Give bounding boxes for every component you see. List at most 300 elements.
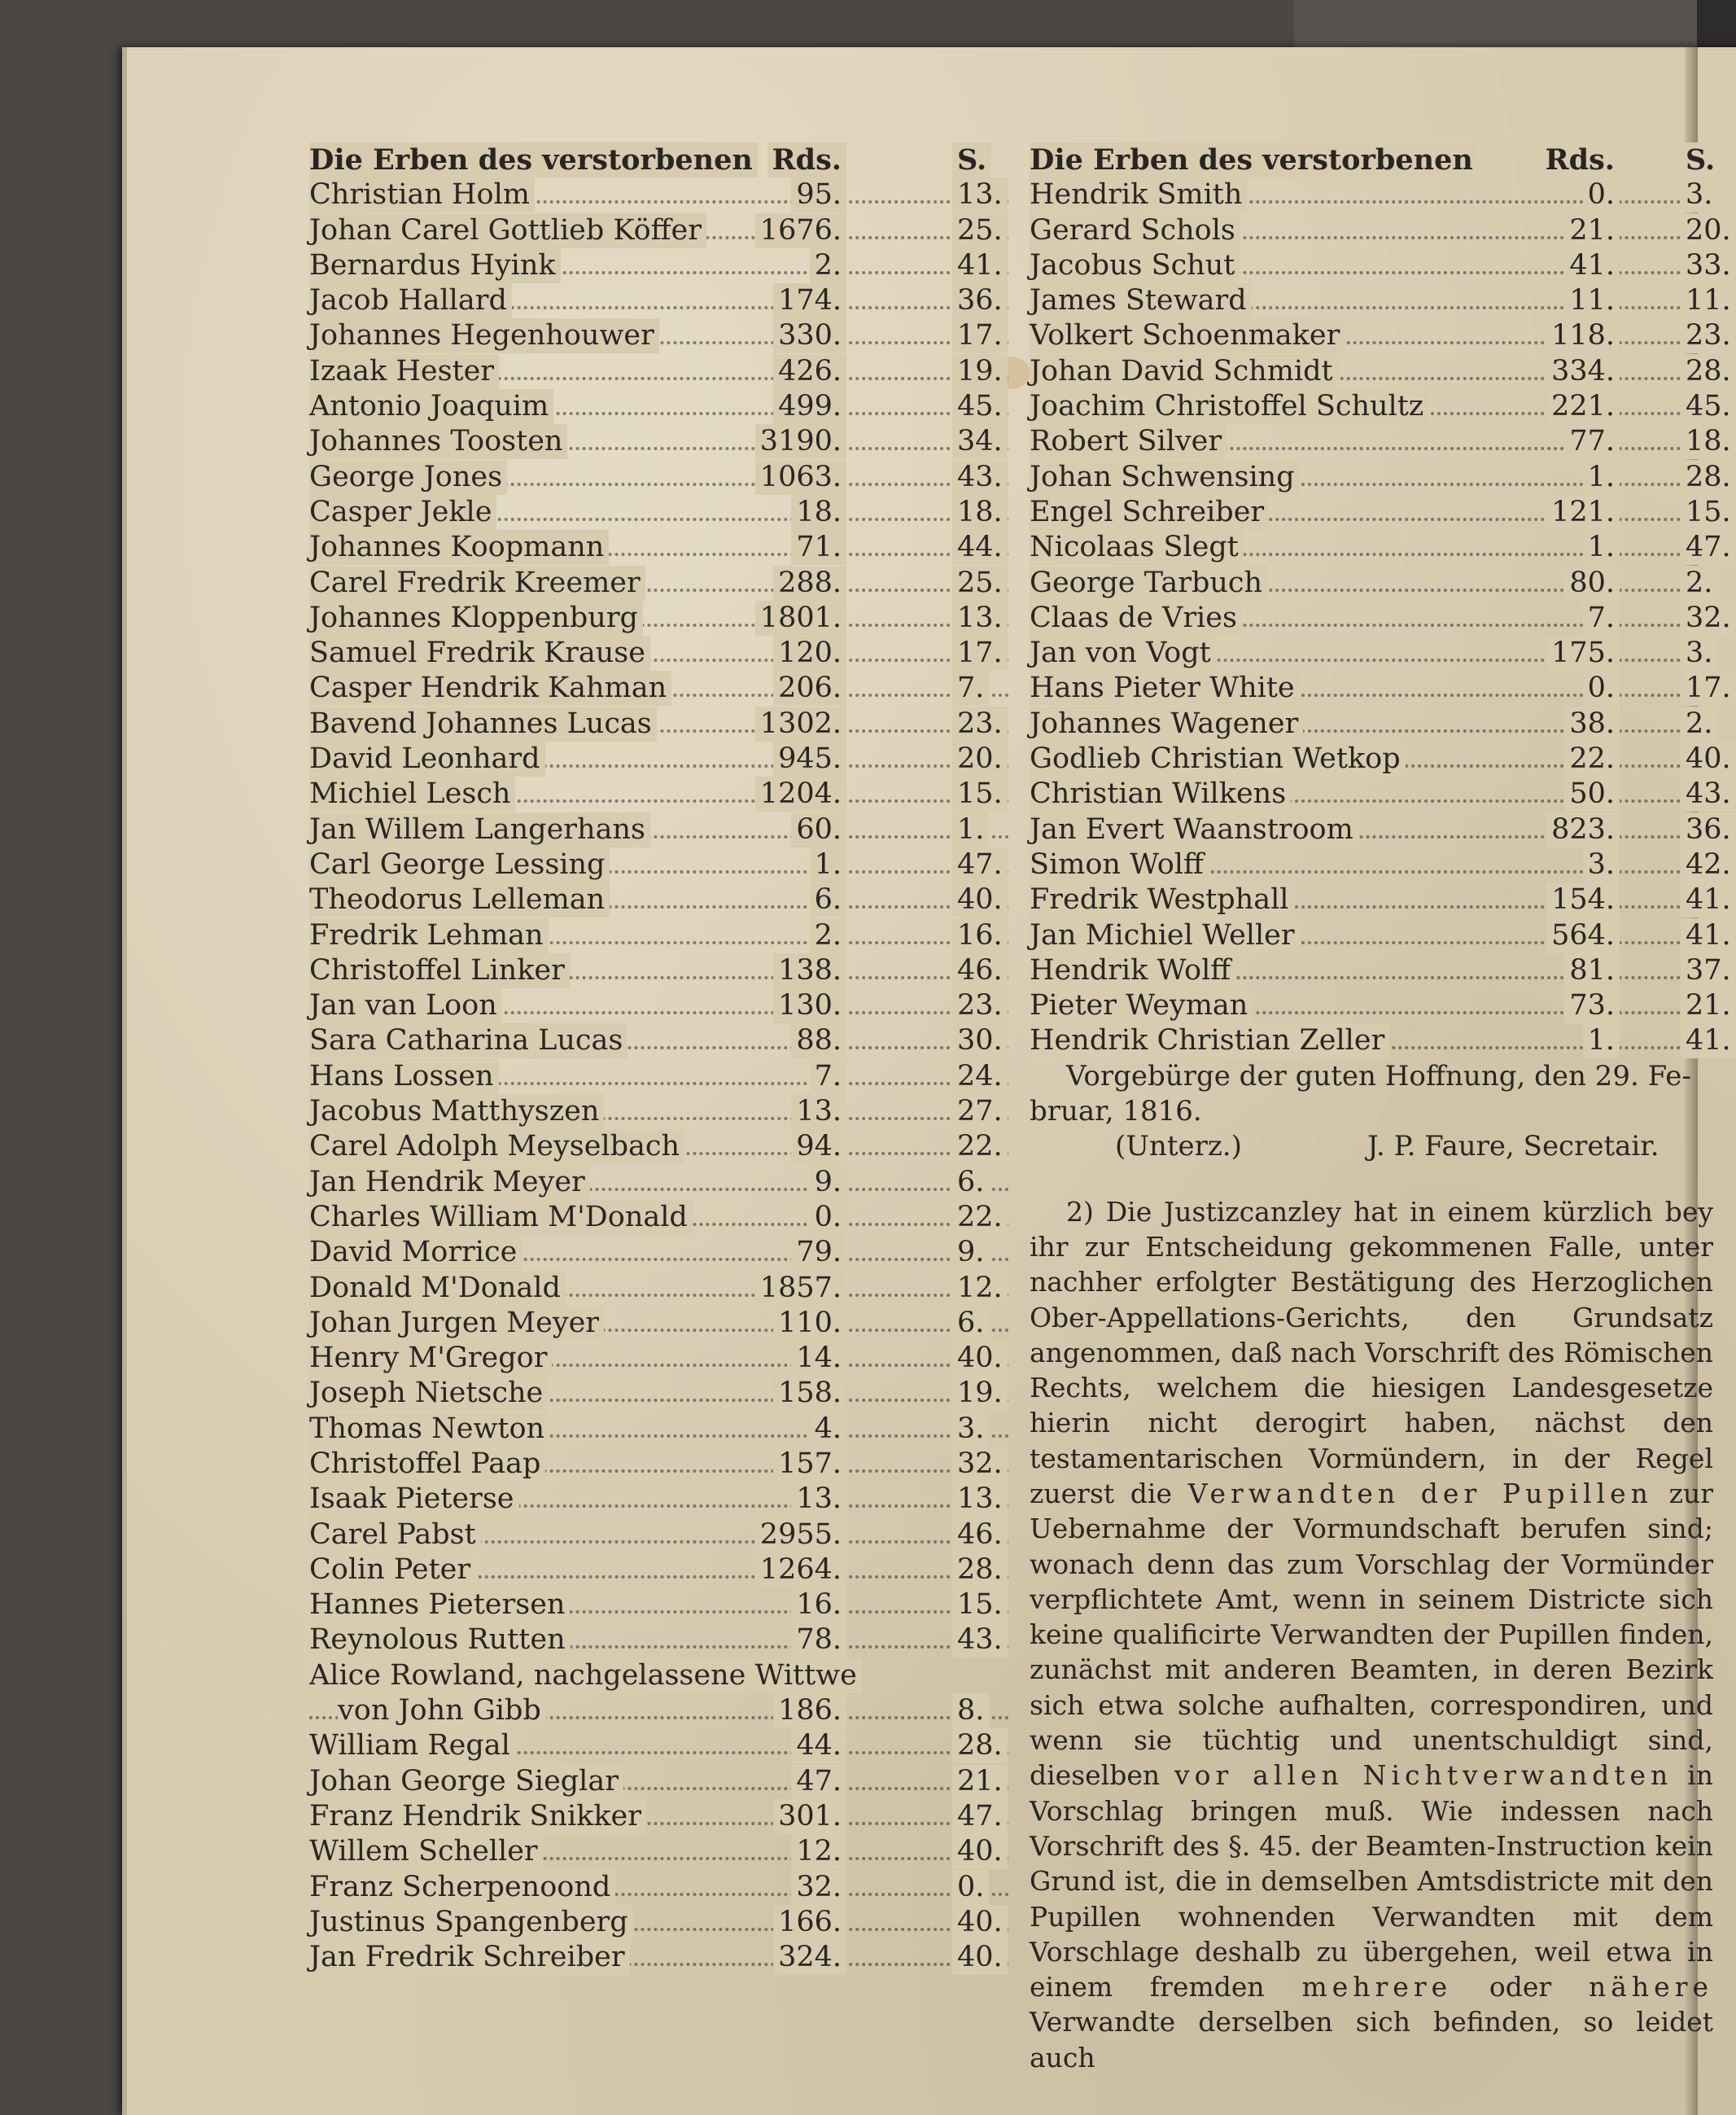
- entry-s: 32.: [1681, 601, 1736, 636]
- entry-name: David Morrice: [309, 1235, 522, 1270]
- entry-rds: 221.: [1546, 389, 1620, 424]
- table-row: [309, 1693, 1009, 1728]
- entry-rds: 110.: [773, 1306, 846, 1341]
- entry-name: Johannes Wagener: [1030, 707, 1303, 742]
- entry-rds: 13.: [791, 1482, 846, 1517]
- entry-rds: 186.: [773, 1693, 846, 1728]
- entry-name: Hans Pieter White: [1030, 671, 1300, 706]
- table-row: [309, 424, 1009, 459]
- table-row: [1030, 671, 1731, 706]
- note-text: Verwandte derselben sich befinden, so leidet auch: [1030, 2006, 1713, 2073]
- table-row: [309, 988, 1009, 1023]
- entry-s: 6.: [952, 1306, 989, 1341]
- signature-label: (Unterz.): [1115, 1130, 1242, 1163]
- entry-rds: 79.: [791, 1235, 846, 1270]
- entry-s: 43.: [952, 1622, 1008, 1657]
- entry-name: Izaak Hester: [309, 354, 499, 389]
- entry-rds: 1204.: [755, 777, 846, 812]
- entry-name: Franz Hendrik Snikker: [309, 1799, 646, 1834]
- entry-rds: 0.: [1583, 177, 1620, 212]
- entry-name: Engel Schreiber: [1030, 495, 1269, 530]
- entry-name: Hans Lossen: [309, 1059, 499, 1094]
- entry-name: Simon Wolff: [1030, 847, 1209, 882]
- table-row: [309, 953, 1009, 988]
- entry-name: Thomas Newton: [309, 1412, 549, 1447]
- table-row: [1030, 988, 1731, 1023]
- entry-s: 42.: [1681, 847, 1736, 882]
- entry-rds: 499.: [773, 389, 846, 424]
- entry-name: Henry M'Gregor: [309, 1341, 552, 1376]
- entry-s: 2.: [1681, 707, 1717, 742]
- table-row: [309, 213, 1009, 248]
- entry-rds: 823.: [1546, 812, 1620, 847]
- entry-s: 22.: [952, 1200, 1008, 1235]
- entry-name: Volkert Schoenmaker: [1030, 318, 1345, 353]
- note-emphasis: Verwandten der Pupillen: [1187, 1477, 1653, 1509]
- entry-s: 43.: [952, 460, 1008, 495]
- table-row: [309, 1905, 1009, 1940]
- entry-rds: 3.: [1583, 847, 1620, 882]
- table-row: [309, 1764, 1009, 1799]
- entry-rds: 154.: [1546, 882, 1620, 917]
- entry-rds: 1264.: [755, 1552, 846, 1587]
- table-row: [309, 1482, 1009, 1517]
- entry-name: Christoffel Paap: [309, 1447, 545, 1482]
- entry-s: 41.: [952, 248, 1008, 283]
- entry-rds: 120.: [773, 636, 846, 671]
- table-row: [309, 882, 1009, 917]
- entry-s: 41.: [1681, 918, 1736, 953]
- entry-name: Claas de Vries: [1030, 601, 1242, 636]
- table-row: [309, 1376, 1009, 1411]
- entry-rds: 166.: [773, 1905, 846, 1940]
- entry-rds: 0.: [810, 1200, 846, 1235]
- table-row: [309, 812, 1009, 847]
- table-row: [1030, 812, 1731, 847]
- entry-s: 40.: [952, 882, 1008, 917]
- entry-rds: 1.: [1583, 530, 1620, 565]
- table-row: [1030, 213, 1731, 248]
- entry-s: 47.: [952, 1799, 1008, 1834]
- entry-name: George Jones: [309, 460, 507, 495]
- entry-name: Johan David Schmidt: [1030, 354, 1338, 389]
- table-row: [309, 1094, 1009, 1129]
- header-rds: Rds.: [1541, 142, 1620, 177]
- entry-name: Franz Scherpenoond: [309, 1870, 615, 1905]
- entry-rds: 9.: [810, 1165, 846, 1200]
- entry-rds: 121.: [1546, 495, 1620, 530]
- table-row: [309, 1235, 1009, 1270]
- entry-s: 40.: [952, 1834, 1008, 1869]
- table-row: [309, 1799, 1009, 1834]
- entry-s: 22.: [952, 1129, 1008, 1164]
- table-row: [1030, 636, 1713, 671]
- left-entry-list: [309, 177, 1009, 1657]
- entry-name: Jan Evert Waanstroom: [1030, 812, 1358, 847]
- entry-name: Fredrik Westphall: [1030, 882, 1293, 917]
- entry-name: Carel Adolph Meyselbach: [309, 1129, 684, 1164]
- entry-name: Jan Hendrik Meyer: [309, 1165, 590, 1200]
- entry-s: 34.: [952, 424, 1008, 459]
- entry-name: David Leonhard: [309, 742, 545, 777]
- table-row: [309, 1940, 1009, 1975]
- entry-rds: 22.: [1564, 742, 1620, 777]
- entry-s: 40.: [952, 1905, 1008, 1940]
- entry-name: Jan Willem Langerhans: [309, 812, 650, 847]
- table-row: [1030, 707, 1713, 742]
- entry-name: Hendrik Smith: [1030, 177, 1247, 212]
- table-row: [309, 389, 1009, 424]
- table-row: [309, 1517, 1009, 1552]
- entry-name: Reynolous Rutten: [309, 1622, 571, 1657]
- table-row: [1030, 777, 1731, 812]
- signature-line: [1030, 1129, 1713, 1164]
- entry-name: von John Gibb: [338, 1693, 546, 1728]
- entry-rds: 130.: [773, 988, 846, 1023]
- entry-s: 23.: [952, 988, 1008, 1023]
- header-rds: Rds.: [767, 142, 846, 177]
- table-row: [309, 1200, 1009, 1235]
- table-row: [309, 671, 1009, 706]
- right-column: [1030, 142, 1731, 2075]
- entry-s: 17.: [952, 636, 1008, 671]
- entry-rds: 81.: [1564, 953, 1620, 988]
- table-row: [309, 566, 1009, 601]
- entry-s: 40.: [952, 1940, 1008, 1975]
- entry-name: Theodorus Lelleman: [309, 882, 610, 917]
- entry-s: 19.: [952, 1376, 1008, 1411]
- entry-s: 47.: [952, 847, 1008, 882]
- entry-s: 33.: [1681, 248, 1736, 283]
- entry-name: Johannes Hegenhouwer: [309, 318, 659, 353]
- table-row: [1030, 882, 1731, 917]
- entry-rds: 564.: [1546, 918, 1620, 953]
- entry-s: 24.: [952, 1059, 1008, 1094]
- entry-name: Sara Catharina Lucas: [309, 1023, 627, 1058]
- closing-date: bruar, 1816.: [1030, 1095, 1202, 1128]
- entry-s: 18.: [1681, 424, 1736, 459]
- note-emphasis: vor allen Nichtverwandten: [1174, 1759, 1673, 1792]
- entry-name: Johannes Koopmann: [309, 530, 609, 565]
- table-row: [309, 1306, 1009, 1341]
- entry-s: 12.: [952, 1271, 1008, 1306]
- table-row: [1030, 389, 1731, 424]
- table-header: [309, 142, 1009, 177]
- entry-s: 6.: [952, 1165, 989, 1200]
- entry-s: 0.: [952, 1870, 989, 1905]
- entry-rds: 1857.: [755, 1271, 846, 1306]
- entry-s: 46.: [952, 1517, 1008, 1552]
- signer-name: J. P. Faure, Secretair.: [1367, 1130, 1659, 1163]
- entry-s: 15.: [1681, 495, 1736, 530]
- entry-rds: 47.: [791, 1764, 846, 1799]
- entry-rds: 50.: [1564, 777, 1620, 812]
- entry-rds: 13.: [791, 1094, 846, 1129]
- entry-rds: 2.: [810, 248, 846, 283]
- table-row: [309, 742, 1009, 777]
- entry-s: 28.: [952, 1552, 1008, 1587]
- table-row: [309, 318, 1009, 353]
- table-row: [309, 460, 1009, 495]
- entry-rds: 18.: [791, 495, 846, 530]
- entry-s: 15.: [952, 1587, 1008, 1622]
- entry-rds: 73.: [1564, 988, 1620, 1023]
- table-row: [309, 707, 1009, 742]
- table-row: [1030, 354, 1731, 389]
- table-row: [1030, 742, 1731, 777]
- entry-rds: 80.: [1564, 566, 1620, 601]
- entry-name: Casper Jekle: [309, 495, 496, 530]
- entry-s: 25.: [952, 213, 1008, 248]
- entry-name: Hannes Pietersen: [309, 1587, 570, 1622]
- table-row: [309, 495, 1009, 530]
- table-row: [1030, 601, 1731, 636]
- entry-s: 20.: [1681, 213, 1736, 248]
- entry-s: 41.: [1681, 1023, 1736, 1058]
- entry-name: Justinus Spangenberg: [309, 1905, 633, 1940]
- note-text: oder: [1489, 1971, 1552, 2003]
- entry-s: 1.: [952, 812, 989, 847]
- table-row: [1030, 495, 1731, 530]
- entry-name: Jan Fredrik Schreiber: [309, 1940, 630, 1975]
- table-row: [309, 283, 1009, 318]
- table-row: [1030, 918, 1731, 953]
- entry-s: 21.: [952, 1764, 1008, 1799]
- entry-name: Carel Fredrik Kreemer: [309, 566, 645, 601]
- entry-rds: 175.: [1546, 636, 1620, 671]
- entry-name: Christoffel Linker: [309, 953, 570, 988]
- entry-name: Carel Pabst: [309, 1517, 481, 1552]
- table-row: [309, 1622, 1009, 1657]
- entry-name: Nicolaas Slegt: [1030, 530, 1244, 565]
- entry-rds: 301.: [773, 1799, 846, 1834]
- entry-s: 44.: [952, 530, 1008, 565]
- entry-rds: 138.: [773, 953, 846, 988]
- entry-s: 9.: [952, 1235, 989, 1270]
- entry-rds: 334.: [1546, 354, 1620, 389]
- entry-rds: 1063.: [755, 460, 846, 495]
- entry-rds: 945.: [773, 742, 846, 777]
- entry-name: Robert Silver: [1030, 424, 1227, 459]
- table-row: [309, 1834, 1009, 1869]
- table-row: [309, 601, 1009, 636]
- entry-name: Godlieb Christian Wetkop: [1030, 742, 1406, 777]
- entry-s: 2.: [1681, 566, 1717, 601]
- entry-rds: 330.: [773, 318, 846, 353]
- table-row: [309, 847, 1009, 882]
- entry-name: Samuel Fredrik Krause: [309, 636, 650, 671]
- entry-s: 27.: [952, 1094, 1008, 1129]
- table-row: [309, 1341, 1009, 1376]
- entry-rds: 3190.: [755, 424, 846, 459]
- entry-s: 19.: [952, 354, 1008, 389]
- entry-rds: 21.: [1564, 213, 1620, 248]
- entry-name: Jacobus Schut: [1030, 248, 1240, 283]
- entry-s: 11.: [1681, 283, 1736, 318]
- entry-rds: 88.: [791, 1023, 846, 1058]
- entry-s: 45.: [1681, 389, 1736, 424]
- entry-rds: 1302.: [755, 707, 846, 742]
- entry-rds: 78.: [791, 1622, 846, 1657]
- entry-s: 18.: [952, 495, 1008, 530]
- entry-name: Jacobus Matthyszen: [309, 1094, 604, 1129]
- entry-name: Isaak Pieterse: [309, 1482, 519, 1517]
- table-row: [309, 918, 1009, 953]
- table-row: [309, 177, 1009, 212]
- left-column: [309, 142, 1009, 1975]
- widow-line: [309, 1658, 1009, 1693]
- entry-rds: 1676.: [755, 213, 846, 248]
- entry-s: 28.: [952, 1728, 1008, 1763]
- table-row: [1030, 248, 1731, 283]
- entry-name: Charles William M'Donald: [309, 1200, 693, 1235]
- table-row: [309, 636, 1009, 671]
- entry-name: Antonio Joaquim: [309, 389, 553, 424]
- table-row: [309, 1728, 1009, 1763]
- entry-name: Jacob Hallard: [309, 283, 512, 318]
- entry-s: 15.: [952, 777, 1008, 812]
- entry-rds: 174.: [773, 283, 846, 318]
- table-row: [309, 1059, 1009, 1094]
- widow-line-text: Alice Rowland, nachgelassene Wittwe: [309, 1658, 862, 1693]
- note-text: 2) Die Justizcanzley hat in einem kürzlich bey ihr zur Entscheidung gekommenen Falle, unter nachher erfolgter Bestätigung des Herzoglichen Ober-Appellations-Gerichts, den Grundsatz angenommen, daß nach Vorschrift des Römischen Rechts, welchem die hiesigen Landesgesetze hierin nicht derogirt haben, nächst den testamentarischen Vormündern, in der Regel zuerst die: [1030, 1195, 1713, 1509]
- entry-name: Johan Jurgen Meyer: [309, 1306, 604, 1341]
- entry-s: 47.: [1681, 530, 1736, 565]
- entry-name: Michiel Lesch: [309, 777, 515, 812]
- table-row: [1030, 953, 1731, 988]
- table-row: [1030, 318, 1731, 353]
- entry-name: Christian Wilkens: [1030, 777, 1291, 812]
- entry-name: Casper Hendrik Kahman: [309, 671, 671, 706]
- entry-s: 45.: [952, 389, 1008, 424]
- table-row: [309, 1412, 1009, 1447]
- entry-rds: 7.: [810, 1059, 846, 1094]
- entry-rds: 1.: [1583, 1023, 1620, 1058]
- table-row: [309, 248, 1009, 283]
- entry-s: 17.: [1681, 671, 1736, 706]
- entry-s: 28.: [1681, 354, 1736, 389]
- table-row: [309, 1552, 1009, 1587]
- entry-rds: 324.: [773, 1940, 846, 1975]
- entry-name: Gerard Schols: [1030, 213, 1240, 248]
- entry-s: 37.: [1681, 953, 1736, 988]
- entry-rds: 157.: [773, 1447, 846, 1482]
- entry-name: William Regal: [309, 1728, 515, 1763]
- entry-name: Donald M'Donald: [309, 1271, 566, 1306]
- table-row: [1030, 530, 1731, 565]
- table-row: [309, 777, 1009, 812]
- entry-s: 20.: [952, 742, 1008, 777]
- entry-name: Christian Holm: [309, 177, 535, 212]
- table-row: [309, 1587, 1009, 1622]
- entry-rds: 16.: [791, 1587, 846, 1622]
- entry-s: 25.: [952, 566, 1008, 601]
- entry-s: 21.: [1681, 988, 1736, 1023]
- entry-name: Willem Scheller: [309, 1834, 543, 1869]
- entry-s: 13.: [952, 601, 1008, 636]
- entry-name: Jan Michiel Weller: [1030, 918, 1300, 953]
- entry-s: 40.: [1681, 742, 1736, 777]
- entry-rds: 2955.: [755, 1517, 846, 1552]
- entry-name: James Steward: [1030, 283, 1252, 318]
- entry-rds: 60.: [791, 812, 846, 847]
- entry-rds: 95.: [791, 177, 846, 212]
- closing-line: Vorgebürge der guten Hoffnung, den 29. Fe-: [1066, 1059, 1691, 1093]
- entry-name: Joachim Christoffel Schultz: [1030, 389, 1428, 424]
- entry-name: Bernardus Hyink: [309, 248, 561, 283]
- note-emphasis: mehrere: [1301, 1971, 1453, 2003]
- table-row: [1030, 177, 1713, 212]
- entry-name: Johannes Toosten: [309, 424, 567, 459]
- entry-s: 7.: [952, 671, 989, 706]
- entry-name: Jan von Vogt: [1030, 636, 1216, 671]
- entry-rds: 32.: [791, 1870, 846, 1905]
- entry-rds: 118.: [1546, 318, 1620, 353]
- entry-rds: 4.: [810, 1412, 846, 1447]
- entry-s: 13.: [952, 1482, 1008, 1517]
- entry-name: Fredrik Lehman: [309, 918, 549, 953]
- entry-rds: 426.: [773, 354, 846, 389]
- table-row: [309, 1129, 1009, 1164]
- entry-rds: 1.: [1583, 460, 1620, 495]
- entry-rds: 11.: [1564, 283, 1620, 318]
- table-row: [1030, 1023, 1731, 1058]
- entry-rds: 1.: [810, 847, 846, 882]
- header-s: S.: [952, 142, 991, 177]
- entry-rds: 94.: [791, 1129, 846, 1164]
- entry-name: Colin Peter: [309, 1552, 475, 1587]
- entry-name: George Tarbuch: [1030, 566, 1267, 601]
- header-label: Die Erben des verstorbenen: [1030, 142, 1478, 177]
- entry-rds: 6.: [810, 882, 846, 917]
- entry-name: Hendrik Christian Zeller: [1030, 1023, 1389, 1058]
- entry-rds: 14.: [791, 1341, 846, 1376]
- entry-name: Joseph Nietsche: [309, 1376, 548, 1411]
- entry-rds: 38.: [1564, 707, 1620, 742]
- entry-name: Bavend Johannes Lucas: [309, 707, 657, 742]
- header-label: Die Erben des verstorbenen: [309, 142, 758, 177]
- entry-name: Carl George Lessing: [309, 847, 610, 882]
- table-row: [1030, 424, 1731, 459]
- entry-s: 43.: [1681, 777, 1736, 812]
- entry-rds: 71.: [791, 530, 846, 565]
- entry-s: 46.: [952, 953, 1008, 988]
- entry-s: 3.: [952, 1412, 989, 1447]
- table-header: [1030, 142, 1716, 177]
- table-row: [309, 1271, 1009, 1306]
- note-emphasis: nähere: [1588, 1971, 1713, 2003]
- entry-rds: 1801.: [755, 601, 846, 636]
- table-row: [1030, 460, 1731, 495]
- entry-rds: 77.: [1564, 424, 1620, 459]
- table-row: [309, 1023, 1009, 1058]
- table-row: [1030, 566, 1713, 601]
- entry-s: 3.: [1681, 177, 1717, 212]
- table-row: [1030, 283, 1731, 318]
- legal-note: [1030, 1194, 1713, 2075]
- entry-name: Johan George Sieglar: [309, 1764, 623, 1799]
- entry-name: Pieter Weyman: [1030, 988, 1253, 1023]
- entry-s: 13.: [952, 177, 1008, 212]
- entry-s: 40.: [952, 1341, 1008, 1376]
- entry-name: Johan Carel Gottlieb Köffer: [309, 213, 706, 248]
- entry-rds: 206.: [773, 671, 846, 706]
- entry-rds: 7.: [1583, 601, 1620, 636]
- entry-s: 17.: [952, 318, 1008, 353]
- header-s: S.: [1681, 142, 1720, 177]
- entry-rds: 41.: [1564, 248, 1620, 283]
- table-row: [1030, 847, 1731, 882]
